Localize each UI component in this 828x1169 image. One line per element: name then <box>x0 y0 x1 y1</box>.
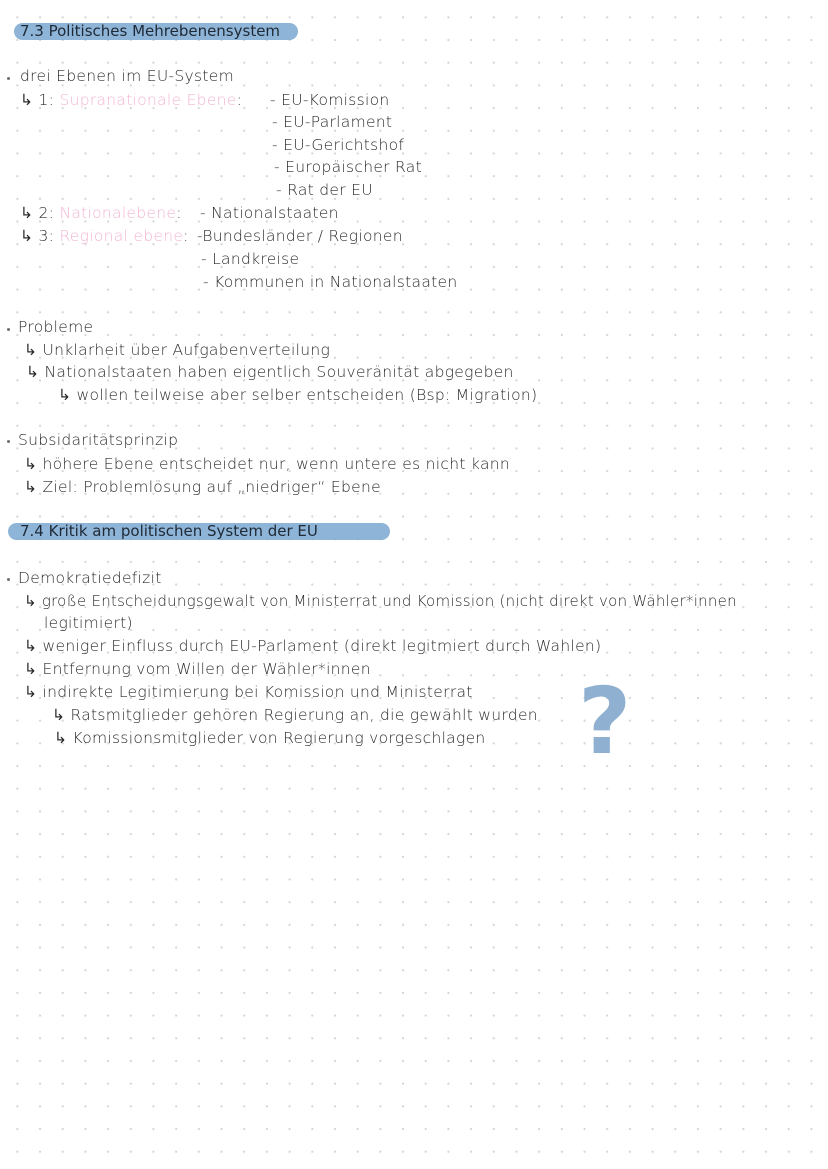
level-separator: : <box>183 227 189 245</box>
section-heading-7-4 <box>8 520 390 540</box>
intro-line: drei Ebenen im EU-System <box>20 67 234 85</box>
level-3-label <box>20 226 189 246</box>
question-mark-doodle: ? <box>578 668 632 775</box>
bullet-dot <box>7 328 10 331</box>
level-1-item: - EU-Parlament <box>272 113 393 131</box>
deficit-line: ↳ indirekte Legitimierung bei Komission und Ministerrat <box>24 683 473 701</box>
level-1-item: - Rat der EU <box>276 181 373 199</box>
deficit-line: ↳ große Entscheidungsgewalt von Ministerrat und Komission (nicht direkt von Wähler*innen <box>24 592 737 610</box>
level-prefix: ↳ 1: <box>20 91 55 109</box>
subsidiarity-line: ↳ Ziel: Problemlösung auf „niedriger“ Ebene <box>24 478 381 496</box>
level-3-item: -Bundesländer / Regionen <box>197 227 403 245</box>
heading-text: 7.4 Kritik am politischen System der EU <box>20 522 318 540</box>
level-1-label <box>20 90 242 110</box>
level-3-item: - Landkreise <box>201 250 300 268</box>
deficit-subline: ↳ Ratsmitglieder gehören Regierung an, die gewählt wurden <box>52 706 538 724</box>
problem-subline: ↳ wollen teilweise aber selber entscheiden (Bsp: Migration) <box>58 386 538 404</box>
level-prefix: ↳ 2: <box>20 204 55 222</box>
deficit-subline: ↳ Komissionsmitglieder von Regierung vorgeschlagen <box>54 729 486 747</box>
level-prefix: ↳ 3: <box>20 227 55 245</box>
level-1-item: - EU-Gerichtshof <box>272 136 405 154</box>
deficit-line: ↳ weniger Einfluss durch EU-Parlament (direkt legitmiert durch Wahlen) <box>24 637 602 655</box>
bullet-dot <box>7 578 10 581</box>
deficit-title: Demokratiedefizit <box>18 569 162 587</box>
bullet-dot <box>7 440 10 443</box>
level-name: Regional ebene <box>59 227 184 245</box>
section-heading-7-3 <box>14 20 298 40</box>
problem-line: ↳ Nationalstaaten haben eigentlich Souveränität abgegeben <box>26 363 514 381</box>
bullet-dot <box>7 77 10 80</box>
level-name: Nationalebene <box>59 204 177 222</box>
level-2-label <box>20 203 182 223</box>
level-1-item: - EU-Komission <box>270 91 390 109</box>
level-separator: : <box>176 204 182 222</box>
deficit-line-continued: legitimiert) <box>44 614 133 632</box>
deficit-line: ↳ Entfernung vom Willen der Wähler*innen <box>24 660 371 678</box>
subsidiarity-line: ↳ höhere Ebene entscheidet nur, wenn untere es nicht kann <box>24 455 510 473</box>
problems-title: Probleme <box>18 318 94 336</box>
level-separator: : <box>236 91 243 109</box>
level-name: Supranationale Ebene <box>59 91 237 109</box>
level-3-item: - Kommunen in Nationalstaaten <box>203 273 458 291</box>
level-1-item: - Europäischer Rat <box>274 158 422 176</box>
heading-text: 7.3 Politisches Mehrebenensystem <box>20 22 281 40</box>
level-2-item: - Nationalstaaten <box>200 204 339 222</box>
problem-line: ↳ Unklarheit über Aufgabenverteilung <box>24 341 331 359</box>
subsidiarity-title: Subsidaritätsprinzip <box>18 431 179 449</box>
